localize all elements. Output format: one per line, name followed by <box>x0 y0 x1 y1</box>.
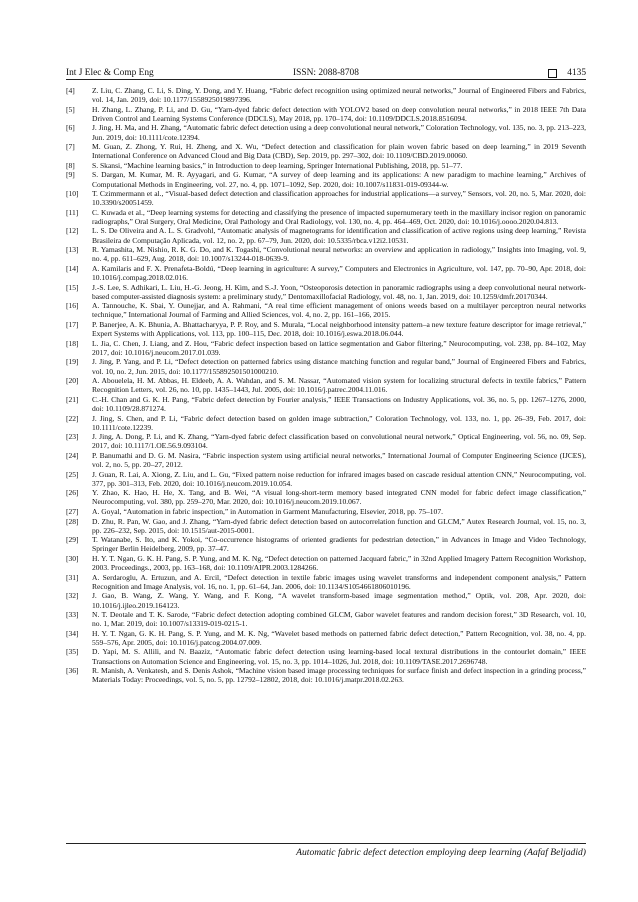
reference-text: S. Skansi, “Machine learning basics,” in Introduction to deep learning, Springer International Publishing, 2018, pp. 51–77. <box>92 160 463 170</box>
reference-item <box>66 414 586 432</box>
reference-number: [22] <box>66 413 79 423</box>
reference-item <box>66 301 586 319</box>
reference-text: T. Czimmermann et al., “Visual-based defect detection and classification approaches for industrial applications—a survey,” Sensors, vol. 20, no. 5, Mar. 2020, doi: 10.3390/s20051459. <box>92 189 586 208</box>
reference-number: [19] <box>66 357 79 367</box>
page-number: 4135 <box>567 68 586 78</box>
reference-number: [23] <box>66 432 79 442</box>
page-header <box>66 66 586 80</box>
reference-number: [14] <box>66 263 79 273</box>
reference-number: [12] <box>66 226 79 236</box>
reference-text: M. Guan, Z. Zhong, Y. Rui, H. Zheng, and X. Wu, “Defect detection and classification for plain woven fabric based on deep learning,” in 2019 Seventh International Conference on Advanced Cloud and Big Data (CBD), Sep. 2019, pp. 297–302, doi: 10.1109/CBD.2019.00060. <box>92 142 586 161</box>
reference-item <box>66 666 586 684</box>
reference-item <box>66 573 586 591</box>
reference-text: T. Watanabe, S. Ito, and K. Yokoi, “Co-occurrence histograms of oriented gradients for pedestrian detection,” in Advances in Image and Video Technology, Springer Berlin Heidelberg, 2009, pp. 37–47. <box>92 535 586 554</box>
reference-text: C. Kuwada et al., “Deep learning systems for detecting and classifying the presence of impacted supernumerary teeth in the maxillary incisor region on panoramic radiographs,” Oral Surgery, Oral Medicine, Oral Pathology and Oral Radiology, vol. 130, no. 4, pp. 464–469, Oct. 2020, doi: 10.1016/j.oooo.2020.04.813. <box>92 207 586 226</box>
reference-text: J. Gao, B. Wang, Z. Wang, Y. Wang, and F. Kong, “A wavelet transform-based image segmentation method,” Optik, vol. 208, Apr. 2020, doi: 10.1016/j.ijleo.2019.164123. <box>92 591 586 610</box>
reference-number: [30] <box>66 553 79 563</box>
reference-number: [35] <box>66 647 79 657</box>
reference-item <box>66 395 586 413</box>
reference-text: J.-S. Lee, S. Adhikari, L. Liu, H.-G. Jeong, H. Kim, and S.-J. Yoon, “Osteoporosis detection in panoramic radiographs using a deep convolutional neural network-based computer-assisted diagnosis system: a preliminary study,” Dentomaxillofacial Radiology, vol. 48, no. 1, Jan. 2019, doi: 10.1259/dmfr.20170344. <box>92 282 586 301</box>
reference-item <box>66 535 586 553</box>
reference-item <box>66 432 586 450</box>
reference-text: J. Jing, A. Dong, P. Li, and K. Zhang, “Yarn-dyed fabric defect classification based on convolutional neural network,” Optical Engineering, vol. 56, no. 09, Sep. 2017, doi: 10.1117/1.OE.56.9.093104. <box>92 432 586 451</box>
reference-text: H. Zhang, L. Zhang, P. Li, and D. Gu, “Yarn-dyed fabric defect detection with YOLOV2 based on deep convolution neural networks,” in 2018 IEEE 7th Data Driven Control and Learning Systems Conference (DDCLS), May 2018, pp. 170–174, doi: 10.1109/DDCLS.2018.8516094. <box>92 104 586 123</box>
reference-text: R. Manish, A. Venkatesh, and S. Denis Ashok, “Machine vision based image processing techniques for surface finish and defect inspection in a grinding process,” Materials Today: Proceedings, vol. 5, no. 5, pp. 12792–12802, 2018, doi: 10.1016/j.matpr.2018.02.263. <box>92 666 586 685</box>
issn: ISSN: 2088-8708 <box>293 68 359 78</box>
reference-text: J. Jing, P. Yang, and P. Li, “Defect detection on patterned fabrics using distance matching function and regular band,” Journal of Engineered Fibers and Fabrics, vol. 10, no. 2, Jun. 2015, doi: 10.1177/155892501501000210. <box>92 357 586 376</box>
reference-number: [25] <box>66 469 79 479</box>
reference-text: D. Yapi, M. S. Allili, and N. Baaziz, “Automatic fabric defect detection using learning-based local textural distributions in the contourlet domain,” IEEE Transactions on Automation Science and Engineering, vol. 15, no. 3, pp. 1014–1026, Jul. 2018, doi: 10.1109/TASE.2017.2696748. <box>92 647 586 666</box>
journal-name: Int J Elec & Comp Eng <box>66 68 154 78</box>
reference-item <box>66 339 586 357</box>
reference-number: [11] <box>66 207 79 217</box>
running-title: Automatic fabric defect detection employing deep learning (Aafaf Beljadid) <box>296 847 586 858</box>
reference-item <box>66 517 586 535</box>
reference-text: R. Yamashita, M. Nishio, R. K. G. Do, and K. Togashi, “Convolutional neural networks: an overview and application in radiology,” Insights into Imaging, vol. 9, no. 4, pp. 611–629, Aug. 2018, doi: 10.1007/s13244-018-0639-9. <box>92 245 586 264</box>
reference-item <box>66 554 586 572</box>
reference-number: [27] <box>66 507 79 517</box>
reference-number: [7] <box>66 142 75 152</box>
reference-number: [16] <box>66 301 79 311</box>
reference-number: [20] <box>66 376 79 386</box>
reference-number: [10] <box>66 189 79 199</box>
reference-item <box>66 507 586 516</box>
reference-text: A. Abouelela, H. M. Abbas, H. Eldeeb, A. A. Wahdan, and S. M. Nassar, “Automated vision system for localizing structural defects in textile fabrics,” Pattern Recognition Letters, vol. 26, no. 10, pp. 1435–1443, Jul. 2005, doi: 10.1016/j.patrec.2004.11.016. <box>92 376 586 395</box>
reference-number: [5] <box>66 104 75 114</box>
reference-item <box>66 161 586 170</box>
reference-text: C.-H. Chan and G. K. H. Pang, “Fabric defect detection by Fourier analysis,” IEEE Transactions on Industry Applications, vol. 36, no. 5, pp. 1267–1276, 2000, doi: 10.1109/28.871274. <box>92 394 586 413</box>
reference-text: L. S. De Oliveira and A. L. S. Gradvohl, “Automatic analysis of magnetograms for identification and classification of active regions using deep learning,” Revista Brasileira de Computação Aplicada, vol. 12, no. 2, pp. 67–79, Jun. 2020, doi: 10.5335/rbca.v12i2.10531. <box>92 226 586 245</box>
reference-text: Y. Zhao, K. Hao, H. He, X. Tang, and B. Wei, “A visual long-short-term memory based integrated CNN model for fabric defect image classification,” Neurocomputing, vol. 380, pp. 259–270, Mar. 2020, doi: 10.1016/j.neucom.2019.10.067. <box>92 488 586 507</box>
reference-item <box>66 488 586 506</box>
reference-item <box>66 320 586 338</box>
reference-number: [13] <box>66 245 79 255</box>
reference-item <box>66 610 586 628</box>
header-rule <box>66 79 586 80</box>
reference-number: [17] <box>66 319 79 329</box>
reference-text: D. Zhu, R. Pan, W. Gao, and J. Zhang, “Yarn-dyed fabric defect detection based on autocorrelation function and GLCM,” Autex Research Journal, vol. 15, no. 3, pp. 226–232, Sep. 2015, doi: 10.1515/aut-2015-0001. <box>92 516 586 535</box>
reference-text: P. Banerjee, A. K. Bhunia, A. Bhattacharyya, P. P. Roy, and S. Murala, “Local neighborhood intensity pattern–a new texture feature descriptor for image retrieval,” Expert Systems with Applications, vol. 113, pp. 100–115, Dec. 2018, doi: 10.1016/j.eswa.2018.06.044. <box>92 319 586 339</box>
reference-text: P. Banumathi and D. G. M. Nasira, “Fabric inspection system using artificial neural networks,” International Journal of Computer Engineering Science (IJCES), vol. 2, no. 5, pp. 20–27, 2012. <box>92 450 586 470</box>
reference-text: A. Kamilaris and F. X. Prenafeta-Boldú, “Deep learning in agriculture: A survey,” Computers and Electronics in Agriculture, vol. 147, pp. 70–90, Apr. 2018, doi: 10.1016/j.compag.2018.02.016. <box>92 263 586 283</box>
reference-item <box>66 170 586 188</box>
reference-item <box>66 105 586 123</box>
reference-item <box>66 245 586 263</box>
reference-item <box>66 283 586 301</box>
reference-number: [34] <box>66 628 79 638</box>
reference-item <box>66 470 586 488</box>
reference-item <box>66 189 586 207</box>
reference-item <box>66 451 586 469</box>
reference-number: [6] <box>66 123 75 133</box>
reference-number: [4] <box>66 86 75 95</box>
reference-text: S. Dargan, M. Kumar, M. R. Ayyagari, and G. Kumar, “A survey of deep learning and its applications: A new paradigm to machine learning,” Archives of Computational Methods in Engineering, vol. 27, no. 4, pp. 1071–1092, Sep. 2020, doi: 10.1007/s11831-019-09344-w. <box>92 170 586 189</box>
reference-text: H. Y. T. Ngan, G. K. H. Pang, S. P. Yung, and M. K. Ng, “Defect detection on patterned Jacquard fabric,” in 32nd Applied Imagery Pattern Recognition Workshop, 2003. Proceedings., 2003, pp. 163–168, doi: 10.1109/AIPR.2003.1284266. <box>92 553 586 573</box>
reference-item <box>66 86 586 104</box>
reference-text: A. Serdaroglu, A. Ertuzun, and A. Ercil, “Defect detection in textile fabric images using wavelet transforms and independent component analysis,” Pattern Recognition and Image Analysis, vol. 16, no. 1, pp. 61–64, Jan. 2006, doi: 10.1134/S1054661806010196. <box>92 572 586 591</box>
reference-text: J. Jing, H. Ma, and H. Zhang, “Automatic fabric defect detection using a deep convolutional neural network,” Coloration Technology, vol. 135, no. 3, pp. 213–223, Jun. 2019, doi: 10.1111/cote.12394. <box>92 123 586 142</box>
reference-number: [18] <box>66 338 79 348</box>
reference-item <box>66 226 586 244</box>
reference-number: [24] <box>66 450 79 460</box>
reference-item <box>66 357 586 375</box>
footer-rule <box>66 843 586 844</box>
reference-number: [36] <box>66 666 79 676</box>
reference-item <box>66 647 586 665</box>
reference-number: [8] <box>66 160 75 170</box>
reference-number: [33] <box>66 610 79 620</box>
reference-item <box>66 591 586 609</box>
reference-text: J. Jing, S. Chen, and P. Li, “Fabric defect detection based on golden image subtraction,” Coloration Technology, vol. 133, no. 1, pp. 26–39, Feb. 2017, doi: 10.1111/cote.12239. <box>92 413 586 432</box>
reference-number: [32] <box>66 591 79 601</box>
reference-number: [29] <box>66 535 79 545</box>
reference-list <box>66 86 586 685</box>
reference-number: [9] <box>66 170 75 180</box>
reference-item <box>66 629 586 647</box>
reference-text: H. Y. T. Ngan, G. K. H. Pang, S. P. Yung, and M. K. Ng, “Wavelet based methods on patterned fabric defect detection,” Pattern Recognition, vol. 38, no. 4, pp. 559–576, Apr. 2005, doi: 10.1016/j.patcog.2004.07.009. <box>92 628 586 647</box>
reference-number: [28] <box>66 516 79 526</box>
reference-number: [21] <box>66 394 79 404</box>
reference-text: N. T. Deotale and T. K. Sarode, “Fabric defect detection adopting combined GLCM, Gabor wavelet features and random decision forest,” 3D Research, vol. 10, no. 1, Mar. 2019, doi: 10.1007/s13319-019-0215-1. <box>92 610 586 629</box>
reference-item <box>66 208 586 226</box>
reference-text: A. Tannouche, K. Sbai, Y. Ounejjar, and A. Rahmani, “A real time efficient management of onions weeds based on a multilayer perceptron neural networks technique,” International Journal of Farming and Allied Sciences, vol. 4, no. 2, pp. 161–166, 2015. <box>92 301 586 320</box>
reference-item <box>66 142 586 160</box>
reference-number: [26] <box>66 488 79 498</box>
reference-number: [15] <box>66 282 79 292</box>
reference-item <box>66 123 586 141</box>
reference-number: [31] <box>66 572 79 582</box>
reference-text: L. Jia, C. Chen, J. Liang, and Z. Hou, “Fabric defect inspection based on lattice segmentation and Gabor filtering,” Neurocomputing, vol. 238, pp. 84–102, May 2017, doi: 10.1016/j.neucom.2017.01.039. <box>92 338 586 357</box>
reference-text: Z. Liu, C. Zhang, C. Li, S. Ding, Y. Dong, and Y. Huang, “Fabric defect recognition using optimized neural networks,” Journal of Engineered Fibers and Fabrics, vol. 14, Jan. 2019, doi: 10.1177/1558925019897396. <box>92 86 586 105</box>
reference-item <box>66 376 586 394</box>
reference-text: A. Goyal, “Automation in fabric inspection,” in Automation in Garment Manufacturing, Elsevier, 2018, pp. 75–107. <box>92 507 443 517</box>
reference-text: J. Guan, R. Lai, A. Xiong, Z. Liu, and L. Gu, “Fixed pattern noise reduction for infrared images based on cascade residual attention CNN,” Neurocomputing, vol. 377, pp. 301–313, Feb. 2020, doi: 10.1016/j.neucom.2019.10.054. <box>92 469 586 488</box>
reference-item <box>66 264 586 282</box>
